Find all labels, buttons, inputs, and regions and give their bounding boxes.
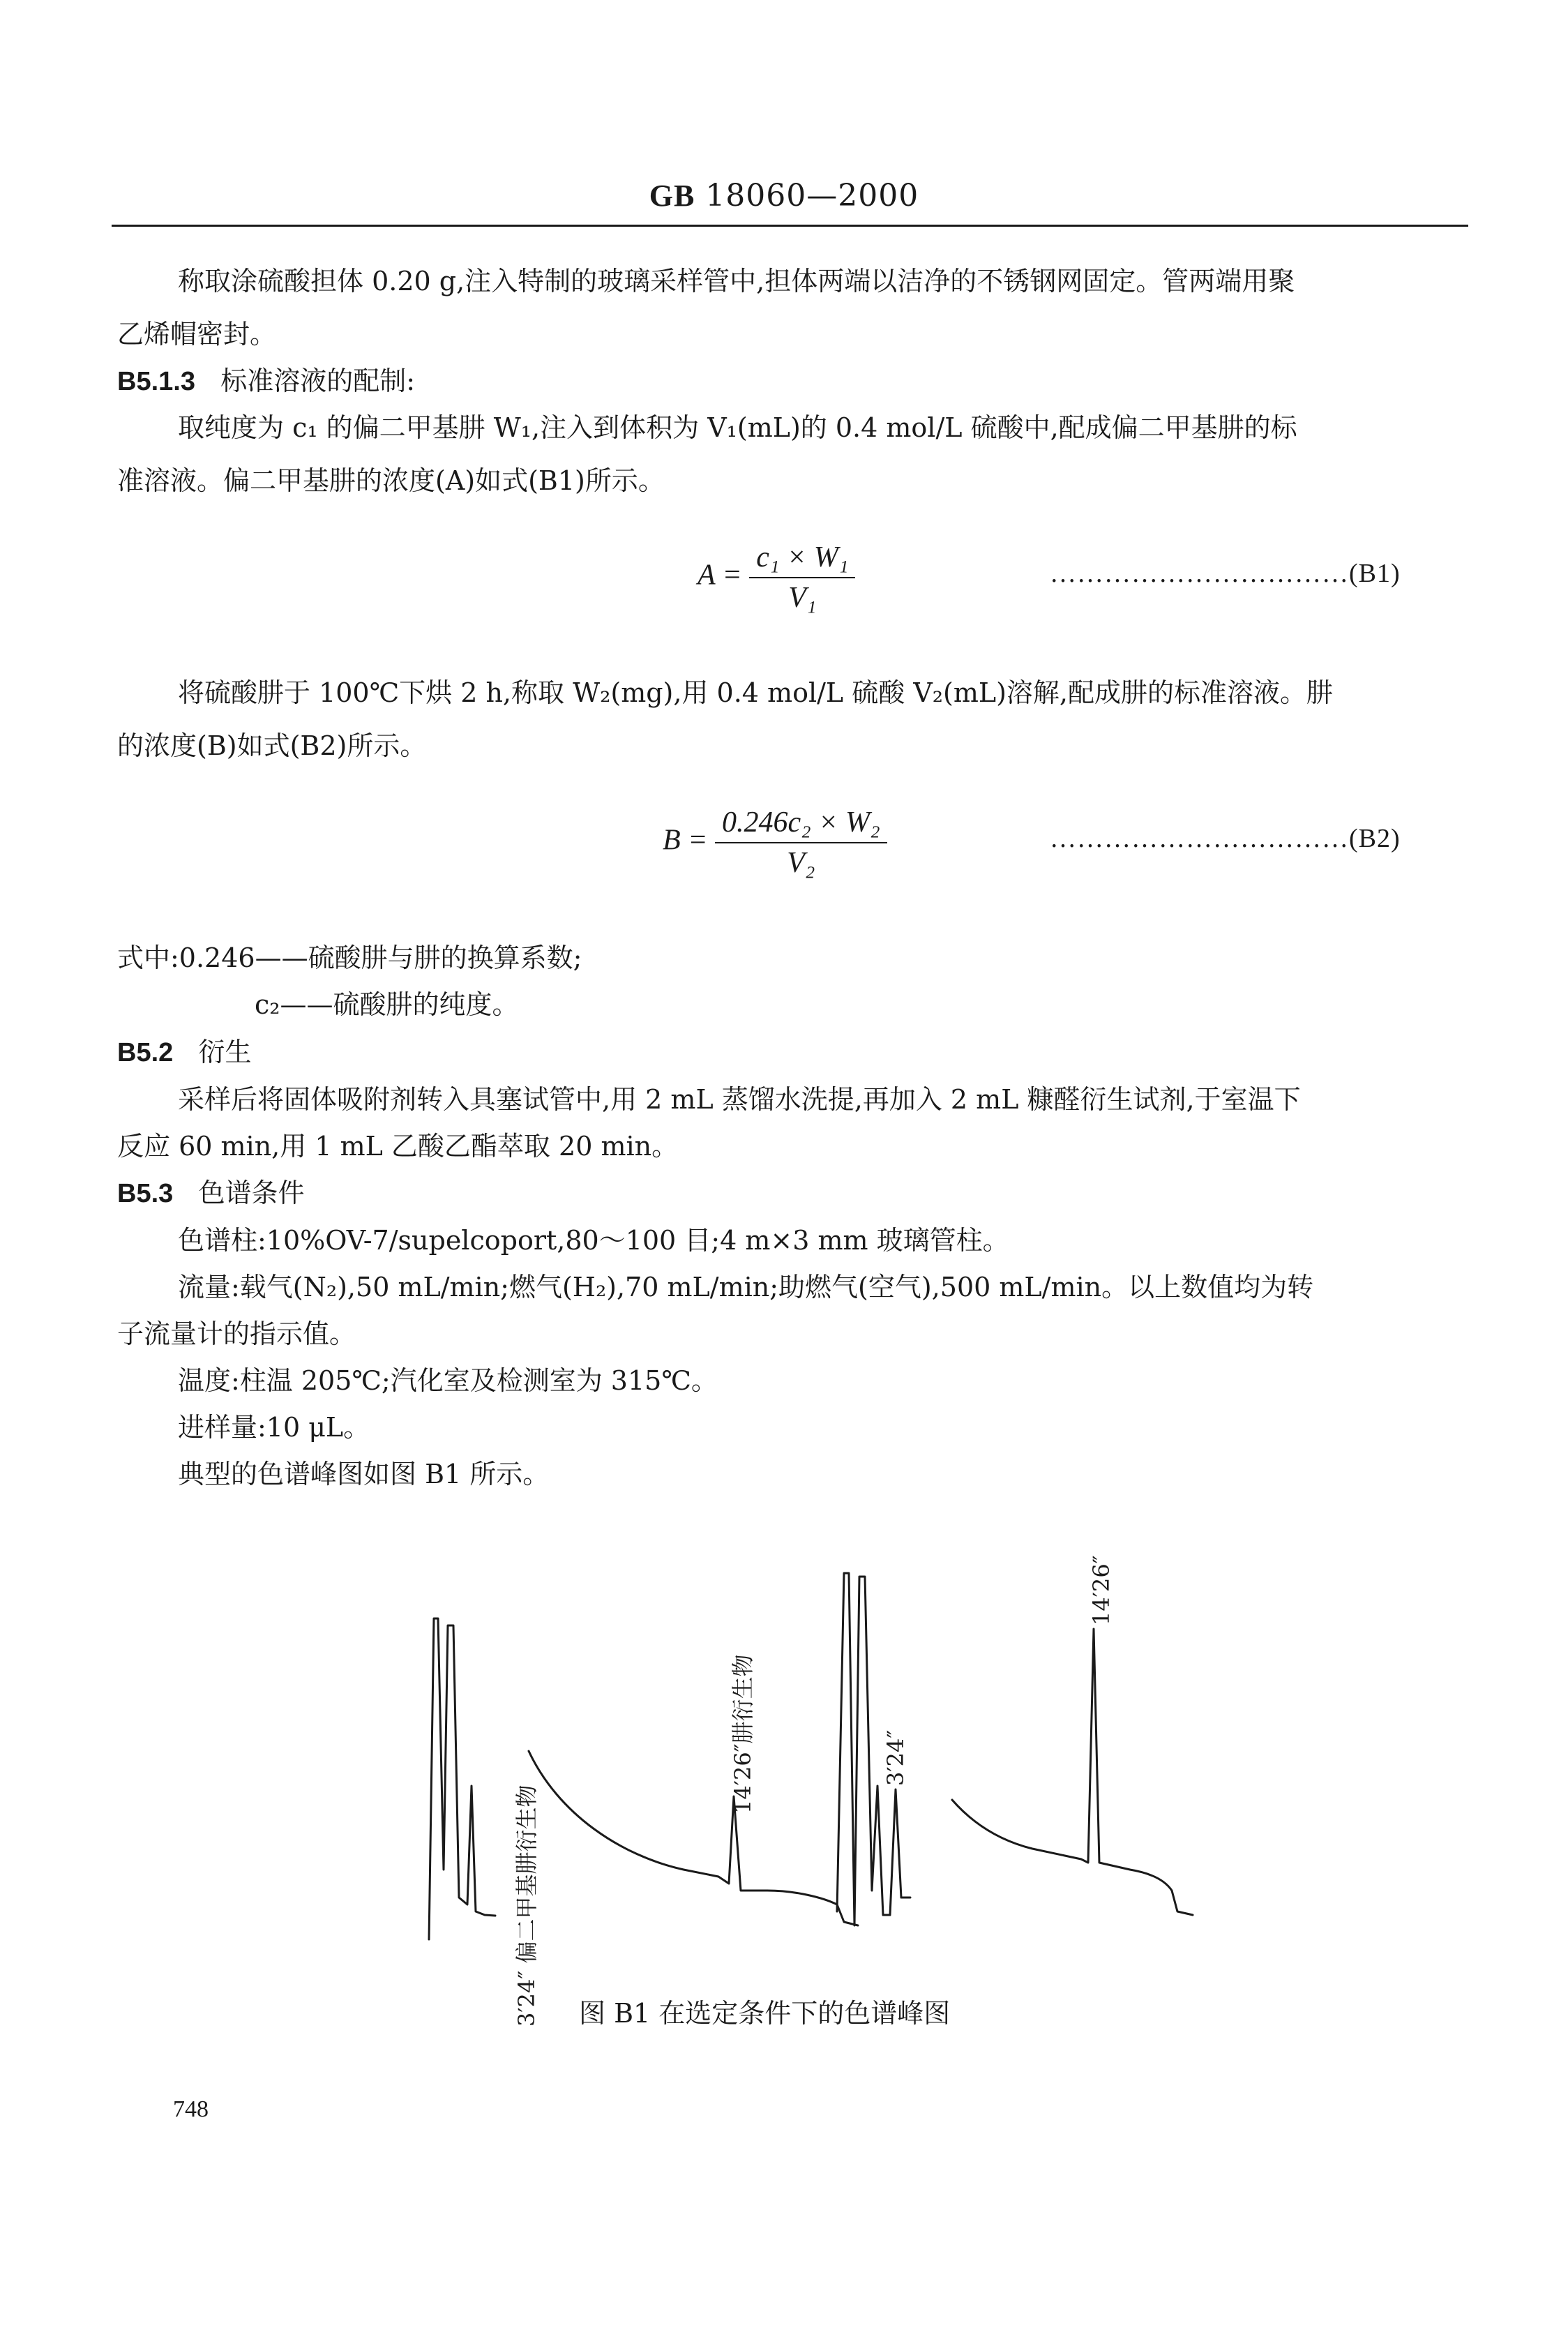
- paragraph-line: 进样量:10 μL。: [178, 1412, 370, 1443]
- section-heading-b52: [117, 1026, 252, 1079]
- peak-label-udmh: 3′24″ 偏二甲基肼衍生物: [513, 1785, 540, 2027]
- section-heading-b53: [117, 1166, 305, 1220]
- equation-lhs: A =: [698, 559, 742, 592]
- chromatogram-trace-2: [529, 1751, 858, 1925]
- paragraph-line: 反应 60 min,用 1 mL 乙酸乙酯萃取 20 min。: [117, 1131, 679, 1162]
- section-title: 色谱条件: [198, 1178, 305, 1208]
- equation-lhs: B =: [663, 824, 708, 857]
- section-number: B5.1.3: [117, 367, 195, 396]
- paragraph-line: 典型的色谱峰图如图 B1 所示。: [178, 1459, 550, 1489]
- paragraph-line: 的浓度(B)如式(B2)所示。: [117, 730, 427, 761]
- standard-number: 18060—2000: [705, 178, 919, 213]
- figure-caption: 图 B1 在选定条件下的色谱峰图: [579, 1998, 951, 2029]
- chromatogram-trace-1: [429, 1618, 495, 1939]
- paragraph-line: 流量:载气(N₂),50 mL/min;燃气(H₂),70 mL/min;助燃气(空气),500 mL/min。以上数值均为转: [178, 1272, 1314, 1302]
- equation-numerator: c₁ × W₁: [749, 541, 855, 578]
- equation-b2: [663, 806, 887, 880]
- equation-tag-b2: ……………………………(B2): [1050, 824, 1401, 853]
- standard-prefix: GB: [649, 179, 695, 213]
- section-number: B5.3: [117, 1179, 174, 1208]
- paragraph-line: 子流量计的指示值。: [117, 1318, 356, 1349]
- page-number: 748: [173, 2096, 209, 2122]
- paragraph-line: 准溶液。偏二甲基肼的浓度(A)如式(B1)所示。: [117, 465, 665, 496]
- paragraph-line: 采样后将固体吸附剂转入具塞试管中,用 2 mL 蒸馏水洗提,再加入 2 mL 糠醛衍生试剂,于室温下: [178, 1084, 1301, 1115]
- paragraph-line: 称取涂硫酸担体 0.20 g,注入特制的玻璃采样管中,担体两端以洁净的不锈钢网固定。管两端用聚: [178, 266, 1295, 296]
- where-line: 式中:0.246——硫酸肼与肼的换算系数;: [117, 942, 582, 973]
- equation-numerator: 0.246c₂ × W₂: [715, 806, 887, 843]
- section-title: 标准溶液的配制:: [220, 366, 416, 396]
- equation-fraction: [715, 806, 887, 880]
- paragraph-line: 乙烯帽密封。: [117, 319, 277, 350]
- equation-denominator: V₁: [788, 582, 817, 614]
- peak-label-hydrazine: 14′26″肼衍生物: [730, 1654, 756, 1814]
- section-heading-b513: [117, 354, 415, 408]
- equation-denominator: V₂: [787, 847, 815, 879]
- paragraph-line: 温度:柱温 205℃;汽化室及检测室为 315℃。: [178, 1365, 718, 1396]
- peak-label-324: 3′24″: [882, 1729, 909, 1786]
- header-rule: [112, 225, 1468, 227]
- section-number: B5.2: [117, 1038, 174, 1067]
- chromatogram-trace-4: [952, 1629, 1193, 1915]
- where-line: c₂——硫酸肼的纯度。: [255, 989, 519, 1020]
- equation-fraction: [749, 541, 855, 615]
- paragraph-line: 色谱柱:10%OV-7/supelcoport,80～100 目;4 m×3 mm 玻璃管柱。: [178, 1225, 1009, 1256]
- equation-b1: [698, 541, 855, 615]
- equation-tag-b1: ……………………………(B1): [1050, 559, 1401, 588]
- section-title: 衍生: [198, 1037, 252, 1067]
- paragraph-line: 取纯度为 c₁ 的偏二甲基肼 W₁,注入到体积为 V₁(mL)的 0.4 mol/L 硫酸中,配成偏二甲基肼的标: [178, 412, 1297, 443]
- peak-label-1426: 14′26″: [1088, 1555, 1115, 1625]
- page-header: [0, 178, 1568, 213]
- paragraph-line: 将硫酸肼于 100℃下烘 2 h,称取 W₂(mg),用 0.4 mol/L 硫酸 V₂(mL)溶解,配成肼的标准溶液。肼: [178, 677, 1333, 708]
